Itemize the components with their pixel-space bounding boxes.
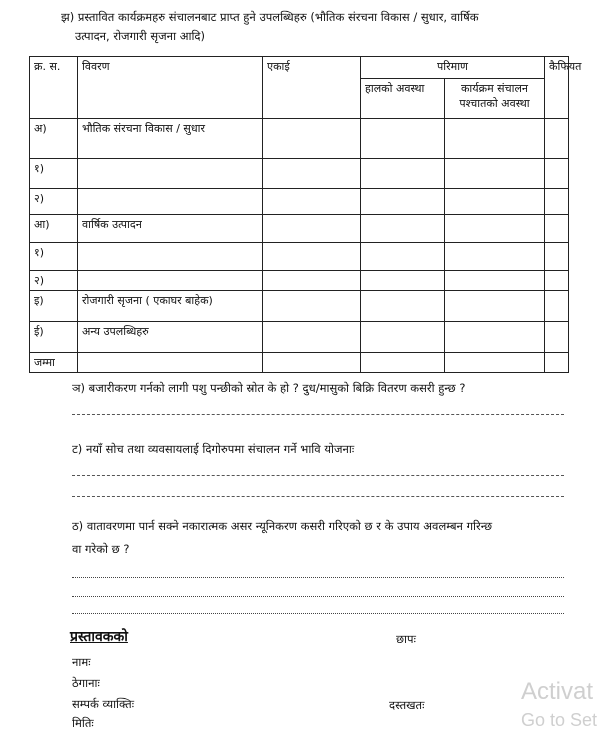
row-cell [545,322,569,353]
row-sn: २) [30,271,78,291]
question-environment-2: वा गरेको छ ? [72,542,130,556]
row-cell [263,159,361,189]
table-row [30,119,569,159]
intro-line-1: झ) प्रस्तावित कार्यक्रमहरु संचालनबाट प्राप्त हुने उपलब्धिहरु (भौतिक संरचना विकास / सुधार, वार्षिक [61,10,479,24]
row-sn: अ) [30,119,78,159]
row-sn: जम्मा [30,353,78,373]
date-label: मितिः [72,716,94,730]
row-cell [263,291,361,322]
header-current-state: हालको अवस्था [361,79,445,119]
row-cell [445,189,545,215]
row-sn: इ) [30,291,78,322]
row-details [78,271,263,291]
row-cell [361,159,445,189]
header-after-state [445,79,545,119]
row-cell [445,159,545,189]
row-cell [545,291,569,322]
row-cell [545,119,569,159]
row-cell [545,215,569,243]
row-cell [263,322,361,353]
row-details [78,353,263,373]
row-cell [545,159,569,189]
row-details [78,243,263,271]
answer-line[interactable] [72,414,564,415]
row-cell [361,189,445,215]
row-details: अन्य उपलब्धिहरु [78,322,263,353]
row-cell [263,243,361,271]
row-details [78,189,263,215]
row-cell [263,271,361,291]
row-sn: २) [30,189,78,215]
row-cell [361,353,445,373]
row-cell [361,215,445,243]
row-details: रोजगारी सृजना ( एकाघर बाहेक) [78,291,263,322]
row-cell [361,291,445,322]
answer-line[interactable] [72,496,564,497]
row-details [78,159,263,189]
header-unit: एकाई [263,57,361,119]
question-environment-1: ठ) वातावरणमा पार्न सक्ने नकारात्मक असर न्यूनिकरण कसरी गरिएको छ र के उपाय अवलम्बन गरिन्छ [72,519,493,533]
table-row [30,322,569,353]
answer-line[interactable] [72,577,564,578]
row-cell [263,189,361,215]
row-sn: ई) [30,322,78,353]
table-row [30,189,569,215]
address-label: ठेगानाः [72,676,100,690]
row-cell [361,322,445,353]
row-details: भौतिक संरचना विकास / सुधार [78,119,263,159]
proposer-heading: प्रस्तावकको [70,629,128,645]
header-quantity: परिमाण [361,57,545,79]
row-cell [445,353,545,373]
row-cell [263,119,361,159]
row-sn: १) [30,159,78,189]
header-sn: क्र. स. [30,57,78,119]
header-details: विवरण [78,57,263,119]
answer-line[interactable] [72,613,564,614]
row-cell [445,243,545,271]
row-sn: आ) [30,215,78,243]
row-cell [445,322,545,353]
table-row-total [30,353,569,373]
answer-line[interactable] [72,475,564,476]
table-row [30,271,569,291]
table-row [30,215,569,243]
row-cell [361,119,445,159]
row-details: वार्षिक उत्पादन [78,215,263,243]
activation-watermark-line-1: Activat [521,678,594,705]
question-marketing: ञ) बजारीकरण गर्नको लागी पशु पन्छीको स्रोत के हो ? दुध/मासुको बिक्रि वितरण कसरी हुन्छ ? [72,381,466,395]
activation-watermark-line-2: Go to Set [521,710,598,730]
row-cell [445,291,545,322]
signature-label: दस्तखतः [389,698,425,712]
answer-line[interactable] [72,596,564,597]
question-future-plan: ट) नयाँ सोच तथा व्यवसायलाई दिगोरुपमा संचालन गर्ने भावि योजनाः [72,442,355,456]
stamp-label: छापः [396,632,416,646]
header-after-line-2: पश्चातको अवस्था [459,97,530,110]
header-after-line-1: कार्यक्रम संचालन [460,82,529,95]
row-cell [361,243,445,271]
contact-person-label: सम्पर्क व्याक्तिः [72,697,135,711]
name-label: नामः [72,655,91,669]
intro-line-2: उत्पादन, रोजगारी सृजना आदि) [75,29,206,43]
row-sn: १) [30,243,78,271]
table-row [30,243,569,271]
row-cell [361,271,445,291]
row-cell [445,119,545,159]
row-cell [263,215,361,243]
row-cell [545,189,569,215]
table-row [30,159,569,189]
table-row [30,291,569,322]
row-cell [545,271,569,291]
row-cell [445,271,545,291]
row-cell [445,215,545,243]
row-cell [545,353,569,373]
header-remarks: कैफियत [545,57,569,119]
achievements-table [29,56,582,373]
row-cell [263,353,361,373]
row-cell [545,243,569,271]
